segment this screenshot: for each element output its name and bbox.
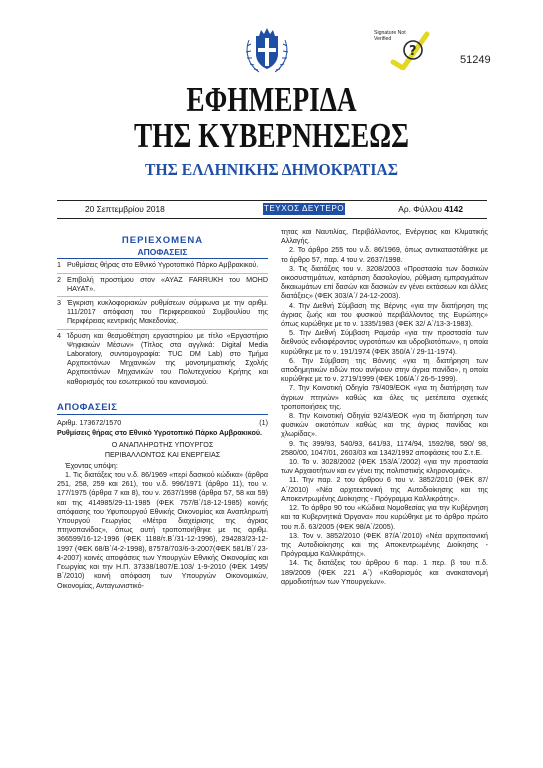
body-paragraph: 10. Το ν. 3028/2002 (ΦΕΚ 153/Α΄/2002) «για την προστασία των Αρχαιοτήτων και εν γένει της πολιτιστικής κληρονομιάς». [281, 458, 488, 476]
contents-item[interactable]: 1 Ρυθμίσεις θήρας στο Εθνικό Υγροτοπικό Πάρκο Αμβρακικού. [57, 261, 268, 273]
decision-number-line: Αριθμ. 173672/1570 (1) [57, 419, 268, 428]
left-column [57, 228, 268, 591]
greek-coat-of-arms-icon [243, 24, 291, 76]
divider [57, 200, 487, 201]
body-paragraph: 1. Τις διατάξεις του ν.δ. 86/1969 «περί δασικού κώδικα» (άρθρα 251, 258, 259 και 261), του ν.δ. 996/1971 (άρθρο 11), του ν. 177/1975 (άρθρα 7 και 8), του ν. 2637/1998 (άρθρα 57, 58 και 59) και της 414985/29-11-1985 (ΦΕΚ 757/Β΄/18-12-1985) κοινής απόφασης του Υφυπουργού Εθνικής Οικονομίας και Αναπληρωτή Υπουργού Γεωργίας «Μέτρα διαχείρισης της άγριας πτηνοπανίδας», όπως αυτή τροποποιήθηκε με τις αριθμ. 366599/16-12-1996 (ΦΕΚ 1188/τ.Β΄/31-12-1996), 294283/23-12-1997 (ΦΕΚ 68/Β΄/4-2-1998), 87578/703/6-3-2007(ΦΕΚ 581/Β΄/ 23-4-2007) κοινές αποφάσεις των Υπουργών Εθνικής Οικονομίας και Γεωργίας και την Η.Π. 37338/1807/Ε.103/ 1-9-2010 (ΦΕΚ 1495/Β΄/2010) κοινή απόφαση των Υπουργών Οικονομικών, Οικονομίας, Ανταγωνιστικό- [57, 471, 268, 590]
decisions-heading: ΑΠΟΦΑΣΕΙΣ [57, 403, 268, 415]
issue-series-badge: ΤΕΥΧΟΣ ΔΕΥΤΕΡΟ [263, 204, 345, 213]
body-paragraph: 3. Τις διατάξεις του ν. 3208/2003 «Προστασία των δασικών οικοσυστημάτων, κατάρτιση δασολογίου, ρύθμιση εμπραγμάτων δικαιωμάτων επί δασών και δασικών εν γένει εκτάσεων και άλλες διατάξεις» (ΦΕΚ 303/Α΄/ 24-12-2003). [281, 264, 488, 301]
body-paragraph: 14. Τις διατάξεις του άρθρου 6 παρ. 1 περ. β του π.δ. 189/2009 (ΦΕΚ 221 Α΄) «Καθορισμός και ανακατανομή αρμοδιοτήτων των Υπουργείων». [281, 559, 488, 586]
svg-text:?: ? [409, 44, 417, 59]
sheet-number: Αρ. Φύλλου 4142 [398, 204, 463, 214]
contents-item[interactable]: 2 Επιβολή προστίμου στον «AYAZ FARRUKH του MOHD HAYAT». [57, 276, 268, 297]
gazette-subtitle: ΤΗΣ ΕΛΛΗΝΙΚΗΣ ΔΗΜΟΚΡΑΤΙΑΣ [145, 160, 398, 179]
divider [57, 218, 487, 219]
gazette-title-line2: ΤΗΣ ΚΥΒΕΡΝΗΣΕΩΣ [134, 116, 409, 155]
body-paragraph: 4. Την Διεθνή Σύμβαση της Βέρνης «για την διατήρηση της άγριας ζωής και του φυσικού περιβάλλοντος της Ευρώπης» όπως κυρώθηκε με το ν. 1335/1983 (ΦΕΚ 32/ Α΄/13-3-1983). [281, 301, 488, 329]
gazette-title-line1: ΕΦΗΜΕΡΙΔΑ [186, 80, 357, 119]
body-paragraph: 5. Την Διεθνή Σύμβαση Ραμσάρ «για την προστασία των διεθνούς ενδιαφέροντος υγροτόπων και υδροβιοτόπων», η οποία κυρώθηκε με το ν. 191/1974 (ΦΕΚ 350/Α΄/ 29-11-1974). [281, 329, 488, 356]
body-paragraph: 9. Τις 399/93, 540/93, 641/93, 1174/94, 1592/98, 590/ 98, 2580/00, 1047/01, 2603/03 και 1342/1992 αποφάσεις του Σ.τ.Ε. [281, 439, 488, 457]
body-paragraph: 6. Την Σύμβαση της Βόννης «για τη διατήρηση των αποδημητικών ειδών που ανήκουν στην άγρια πανίδα», η οποία κυρώθηκε με το ν. 2719/1999 (ΦΕΚ 106/Α΄/ 26-5-1999). [281, 356, 488, 384]
body-paragraph: 8. Την Κοινοτική Οδηγία 92/43/ΕΟΚ «για τη διατήρηση των φυσικών οικοτόπων καθώς και της άγριας πανίδας και χλωρίδας». [281, 412, 488, 439]
minister-title: Ο ΑΝΑΠΛΗΡΩΤΗΣ ΥΠΟΥΡΓΟΣ ΠΕΡΙΒΑΛΛΟΝΤΟΣ ΚΑΙ ΕΝΕΡΓΕΙΑΣ [104, 441, 221, 459]
body-paragraph: 13. Τον ν. 3852/2010 (ΦΕΚ 87/Α΄/2010) «Νέα αρχιτεκτονική της Αυτοδιοίκησης και της Αποκεντρωμένης Διοίκησης - Πρόγραμμα Καλλικράτης». [281, 531, 488, 559]
contents-item[interactable]: 4 Ίδρυση και θεσμοθέτηση εργαστηρίου με τίτλο «Εργαστήριο Ψηφιακών Μέσων» (Τίτλος στα αγγλικά: Digital Media Laboratory, συντομογραφία: TUC DM Lab) στο Τμήμα Αρχιτεκτόνων Μηχανικών της μονοτμηματικής Σχολής Αρχιτεκτόνων Μηχανικών του Πολυτεχνείου Κρήτης και καθορισμός του εσωτερικού του κανονισμού. [57, 331, 268, 386]
having-regard: Έχοντας υπόψη: [65, 461, 118, 470]
body-paragraph: τητας και Ναυτιλίας, Περιβάλλοντος, Ενέργειας και Κλιματικής Αλλαγής. [281, 228, 488, 246]
page-number: 51249 [460, 54, 491, 66]
decision-title: Ρυθμίσεις θήρας στο Εθνικό Υγροτοπικό Πάρκο Αμβρακικού. [57, 429, 262, 438]
right-column [281, 228, 488, 587]
contents-item[interactable]: 3 Έγκριση κυκλοφοριακών ρυθμίσεων σύμφωνα με την αριθμ. 111/2017 απόφαση του Περιφερειακού Συμβουλίου της Περιφέρειας κεντρικής Μακεδονίας. [57, 299, 268, 330]
issue-bar [57, 202, 487, 216]
contents-subheading: ΑΠΟΦΑΣΕΙΣ [57, 248, 268, 259]
body-paragraph: 11. Την παρ. 2 του άρθρου 6 του ν. 3852/2010 (ΦΕΚ 87/ Α΄/2010) «Νέα αρχιτεκτονική της Αυτοδιοίκησης και της Αποκεντρωμένης Διοίκησης - Πρόγραμμα Καλλικράτης». [281, 476, 488, 503]
signature-note: Signature Not Verified [374, 30, 406, 42]
issue-date: 20 Σεπτεμβρίου 2018 [85, 204, 165, 214]
contents-heading: ΠΕΡΙΕΧΟΜΕΝΑ [121, 235, 204, 246]
body-paragraph: 12. Το άρθρο 90 του «Κώδικα Νομοθεσίας για την Κυβέρνηση και τα Κυβερνητικά Όργανα» που κυρώθηκε με το άρθρο πρώτο του π.δ. 63/2005 (ΦΕΚ 98/Α΄/2005). [281, 504, 488, 531]
body-paragraph: 7. Την Κοινοτική Οδηγία 79/409/ΕΟΚ «για τη διατήρηση των άγριων πτηνών» καθώς και όλες τις μετέπειτα σχετικές τροποποιήσεις της. [281, 384, 488, 411]
body-paragraph: 2. Το άρθρο 255 του ν.δ. 86/1969, όπως αντικαταστάθηκε με το άρθρο 57, παρ. 4 του ν. 2637/1998. [281, 246, 488, 264]
